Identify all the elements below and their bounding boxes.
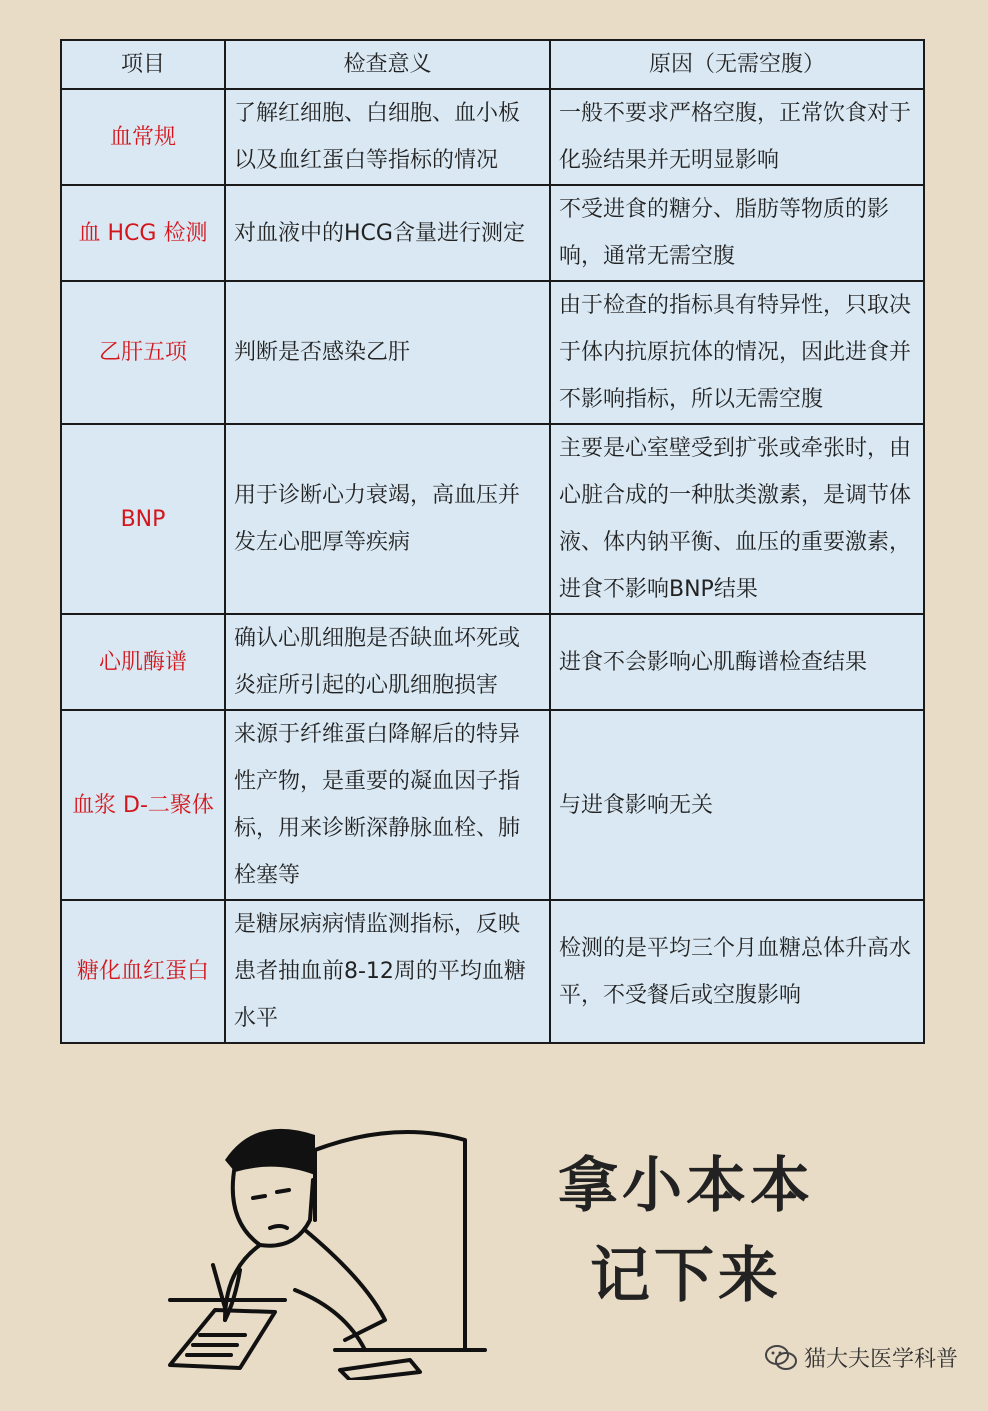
table-row [61,89,924,185]
item-cell: 心肌酶谱 [61,614,225,710]
reason-cell: 主要是心室壁受到扩张或牵张时，由心脏合成的一种肽类激素，是调节体液、体内钠平衡、血压的重要激素，进食不影响BNP结果 [550,424,924,614]
header-reason: 原因（无需空腹） [550,40,924,89]
writing-person-illustration [165,1080,495,1380]
watermark-text: 猫大夫医学科普 [803,1347,958,1372]
info-table [60,39,925,1044]
reason-cell: 进食不会影响心肌酶谱检查结果 [550,614,924,710]
meaning-cell: 是糖尿病病情监测指标，反映患者抽血前8-12周的平均血糖水平 [225,900,550,1043]
table-row [61,614,924,710]
watermark [764,1342,958,1373]
table-row [61,281,924,424]
item-cell: 血 HCG 检测 [61,185,225,281]
item-cell: 血浆 D-二聚体 [61,710,225,900]
item-cell: BNP [61,424,225,614]
meaning-cell: 来源于纤维蛋白降解后的特异性产物，是重要的凝血因子指标，用来诊断深静脉血栓、肺栓塞等 [225,710,550,900]
reason-cell: 检测的是平均三个月血糖总体升高水平，不受餐后或空腹影响 [550,900,924,1043]
reason-cell: 与进食影响无关 [550,710,924,900]
item-cell: 糖化血红蛋白 [61,900,225,1043]
wechat-icon [764,1344,798,1372]
slogan-line-1: 拿小本本 [558,1151,814,1221]
reason-cell: 由于检查的指标具有特异性，只取决于体内抗原抗体的情况，因此进食并不影响指标，所以无需空腹 [550,281,924,424]
bottom-section [0,1040,988,1411]
header-item: 项目 [61,40,225,89]
table-row [61,710,924,900]
table-row [61,900,924,1043]
meaning-cell: 了解红细胞、白细胞、血小板以及血红蛋白等指标的情况 [225,89,550,185]
meaning-cell: 判断是否感染乙肝 [225,281,550,424]
info-table-container [60,39,923,1044]
meaning-cell: 用于诊断心力衰竭，高血压并发左心肥厚等疾病 [225,424,550,614]
meaning-cell: 对血液中的HCG含量进行测定 [225,185,550,281]
item-cell: 血常规 [61,89,225,185]
meaning-cell: 确认心肌细胞是否缺血坏死或炎症所引起的心肌细胞损害 [225,614,550,710]
header-meaning: 检查意义 [225,40,550,89]
slogan-line-2: 记下来 [590,1241,782,1311]
table-row [61,424,924,614]
reason-cell: 一般不要求严格空腹，正常饮食对于化验结果并无明显影响 [550,89,924,185]
item-cell: 乙肝五项 [61,281,225,424]
table-header-row [61,40,924,89]
table-row [61,185,924,281]
reason-cell: 不受进食的糖分、脂肪等物质的影响，通常无需空腹 [550,185,924,281]
